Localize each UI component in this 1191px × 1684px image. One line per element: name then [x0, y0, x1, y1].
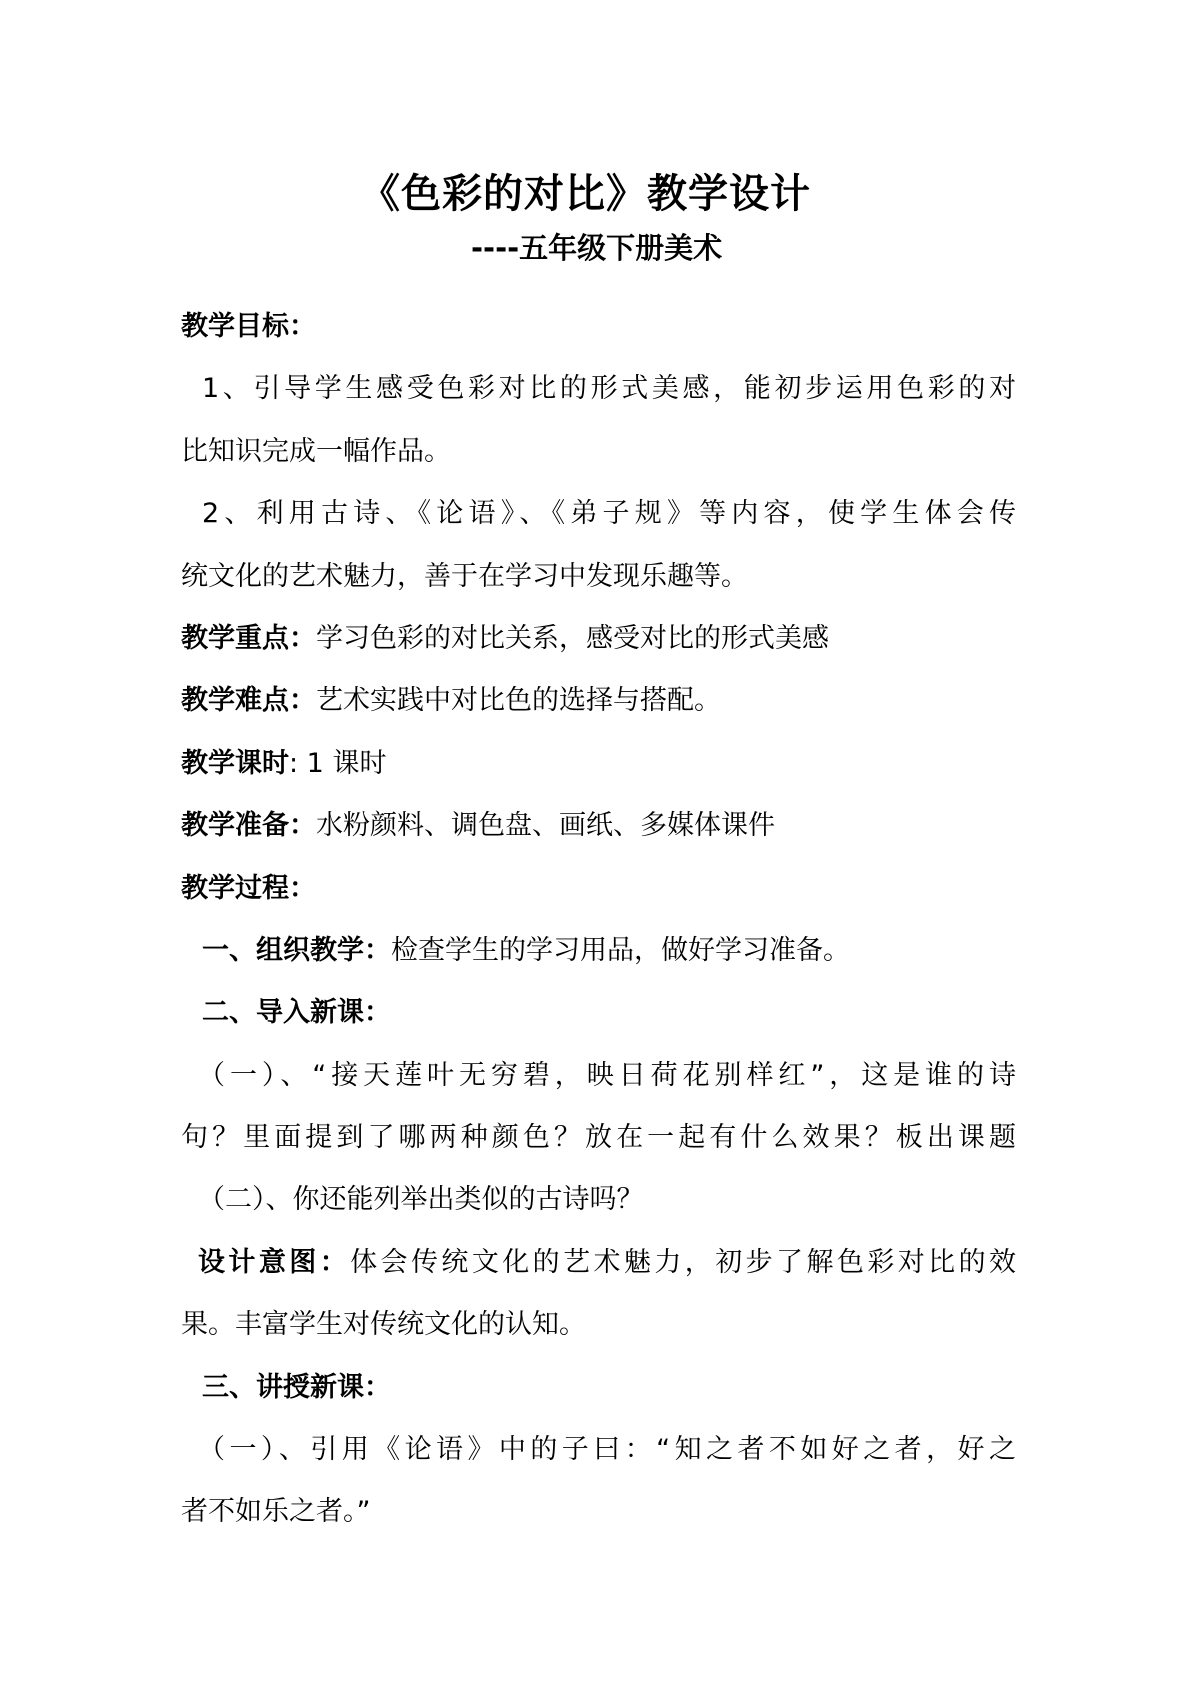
step-3-sub-1-line-1: （一）、引用《论语》中的子曰：“知之者不如好之者，好之: [198, 1434, 1016, 1466]
objective-2-line-1: 2、利用古诗、《论语》、《弟子规》等内容，使学生体会传: [202, 498, 1016, 530]
preparation-row: [181, 795, 1016, 857]
objectives-label: 教学目标：: [181, 311, 316, 342]
objective-2-line-2: 统文化的艺术魅力，善于在学习中发现乐趣等。: [181, 560, 748, 592]
objective-1-line-1: 1、引导学生感受色彩对比的形式美感，能初步运用色彩的对: [202, 373, 1016, 405]
step-1-row: [181, 920, 1016, 982]
objective-1-line-2: 比知识完成一幅作品。: [181, 435, 451, 467]
preparation-label: 教学准备：: [181, 810, 316, 842]
step-3-sub-1-line-2: 者不如乐之者。”: [181, 1496, 371, 1528]
key-point-label: 教学重点：: [181, 622, 316, 654]
process-label: 教学过程：: [181, 872, 316, 904]
step-1-label: 一、组织教学：: [202, 934, 391, 966]
preparation-text: 水粉颜料、调色盘、画纸、多媒体课件: [316, 810, 775, 842]
document-title: 《色彩的对比》教学设计: [360, 171, 811, 217]
duration-label: 教学课时: [181, 747, 289, 779]
difficulty-row: [181, 670, 1016, 732]
step-3-label: 三、讲授新课：: [202, 1371, 391, 1403]
design-intent-text: 体会传统文化的艺术魅力，初步了解色彩对比的效: [350, 1246, 1016, 1278]
step-2-heading: [181, 982, 1016, 1044]
design-intent-label: 设计意图：: [198, 1246, 351, 1278]
duration-text: : 1 课时: [289, 747, 387, 779]
step-2-sub-2: （二）、你还能列举出类似的古诗吗？: [198, 1184, 644, 1216]
difficulty-label: 教学难点：: [181, 685, 316, 717]
key-point-row: [181, 608, 1016, 670]
duration-row: [181, 733, 1016, 795]
step-3-heading: [181, 1357, 1016, 1419]
step-2-sub-1-line-1: （一）、“接天莲叶无穷碧，映日荷花别样红”，这是谁的诗: [198, 1059, 1016, 1091]
design-intent-line-1: [181, 1232, 1016, 1294]
process-heading: [181, 858, 1016, 920]
step-2-label: 二、导入新课：: [202, 997, 391, 1029]
step-1-text: 检查学生的学习用品，做好学习准备。: [391, 934, 850, 966]
objectives-heading: [181, 296, 1016, 358]
difficulty-text: 艺术实践中对比色的选择与搭配。: [316, 685, 721, 717]
key-point-text: 学习色彩的对比关系，感受对比的形式美感: [316, 622, 829, 654]
step-2-sub-1-line-2: 句？里面提到了哪两种颜色？放在一起有什么效果？板出课题: [181, 1122, 1016, 1154]
document-subtitle: ----五年级下册美术: [471, 231, 723, 265]
design-intent-line-2: 果。丰富学生对传统文化的认知。: [181, 1309, 586, 1341]
document-body: [181, 296, 1016, 1544]
